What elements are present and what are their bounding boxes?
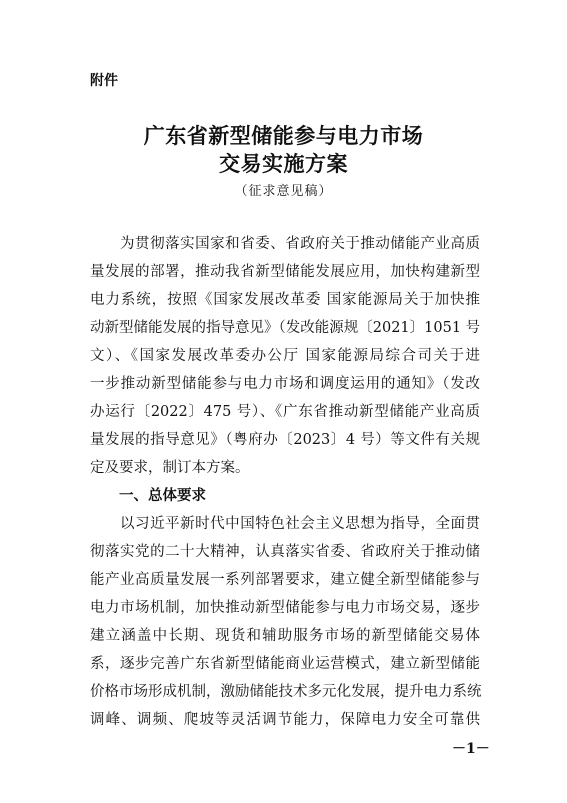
intro-line: 一步推动新型储能参与电力市场和调度运用的通知》（发改 [90,376,480,392]
intro-line: 动新型储能发展的指导意见》（发改能源规〔2021〕1051 号 [90,320,481,336]
intro-line: 定及要求，制订本方案。 [90,460,250,476]
intro-line: 办运行〔2022〕475 号）、《广东省推动新型储能产业高质 [90,404,480,420]
section-line: 调峰、调频、爬坡等灵活调节能力，保障电力安全可靠供 [90,712,480,728]
intro-line: 量发展的部署，推动我省新型储能发展应用，加快构建新型 [90,264,480,280]
section-line: 能产业高质量发展一系列部署要求，建立健全新型储能参与 [90,572,480,588]
section-line: 以习近平新时代中国特色社会主义思想为指导，全面贯 [90,516,480,532]
section-line: 系，逐步完善广东省新型储能商业运营模式，建立新型储能 [90,656,480,672]
intro-line: 文）、《国家发展改革委办公厅 国家能源局综合司关于进 [90,348,480,364]
page-number: －1－ [452,741,490,757]
intro-line: 电力系统，按照《国家发展改革委 国家能源局关于加快推 [90,292,480,308]
intro-line: 量发展的指导意见》（粤府办〔2023〕4 号）等文件有关规 [90,432,480,448]
document-title-line-1: 广东省新型储能参与电力市场 [143,124,424,148]
document-subtitle: （征求意见稿） [234,184,333,199]
intro-line: 为贯彻落实国家和省委、省政府关于推动储能产业高质 [90,236,480,252]
attachment-label: 附件 [90,73,118,89]
section-line: 电力市场机制，加快推动新型储能参与电力市场交易，逐步 [90,600,480,616]
section-line: 价格市场形成机制，激励储能技术多元化发展，提升电力系统 [90,684,482,700]
section-line: 建立涵盖中长期、现货和辅助服务市场的新型储能交易体 [90,628,480,644]
section-line: 彻落实党的二十大精神，认真落实省委、省政府关于推动储 [90,544,480,560]
document-title-line-2: 交易实施方案 [219,152,348,176]
section-heading: 一、总体要求 [119,488,206,504]
